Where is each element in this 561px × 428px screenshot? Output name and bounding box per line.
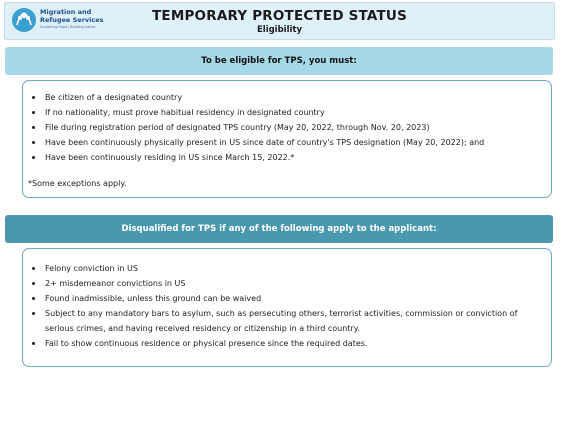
eligibility-list	[23, 90, 551, 165]
list-item: File during registration period of designated TPS country (May 20, 2022, through Nov. 20, 2023)	[23, 120, 551, 135]
list-item: Fail to show continuous residence or physical presence since the required dates.	[23, 336, 551, 351]
exceptions-note: *Some exceptions apply.	[28, 179, 127, 188]
disqualification-heading: Disqualified for TPS if any of the following apply to the applicant:	[5, 215, 553, 243]
page-title: TEMPORARY PROTECTED STATUS	[151, 8, 408, 24]
list-item: Subject to any mandatory bars to asylum, such as persecuting others, terrorist activities, commission or conviction of serious crimes, and having received residency or citizenship in a third country.	[23, 306, 551, 336]
list-item: Felony conviction in US	[23, 261, 551, 276]
page-header	[4, 2, 555, 40]
logo-tagline: Sustaining Hope | Building Justice	[40, 25, 96, 29]
list-item: Found inadmissible, unless this ground can be waived	[23, 291, 551, 306]
eligibility-heading: To be eligible for TPS, you must:	[5, 47, 553, 75]
list-item: Have been continuously physically present in US since date of country's TPS designation (May 20, 2022); and	[23, 135, 551, 150]
list-item: If no nationality, must prove habitual residency in designated country	[23, 105, 551, 120]
disqualification-box	[22, 248, 552, 367]
logo-text-line1: Migration and	[40, 8, 92, 16]
list-item: 2+ misdemeanor convictions in US	[23, 276, 551, 291]
list-item: Have been continuously residing in US since March 15, 2022.*	[23, 150, 551, 165]
eligibility-box	[22, 80, 552, 198]
disqualification-list	[23, 261, 551, 351]
logo-text-line2: Refugee Services	[40, 16, 104, 24]
page-subtitle: Eligibility	[256, 25, 303, 35]
list-item: Be citizen of a designated country	[23, 90, 551, 105]
